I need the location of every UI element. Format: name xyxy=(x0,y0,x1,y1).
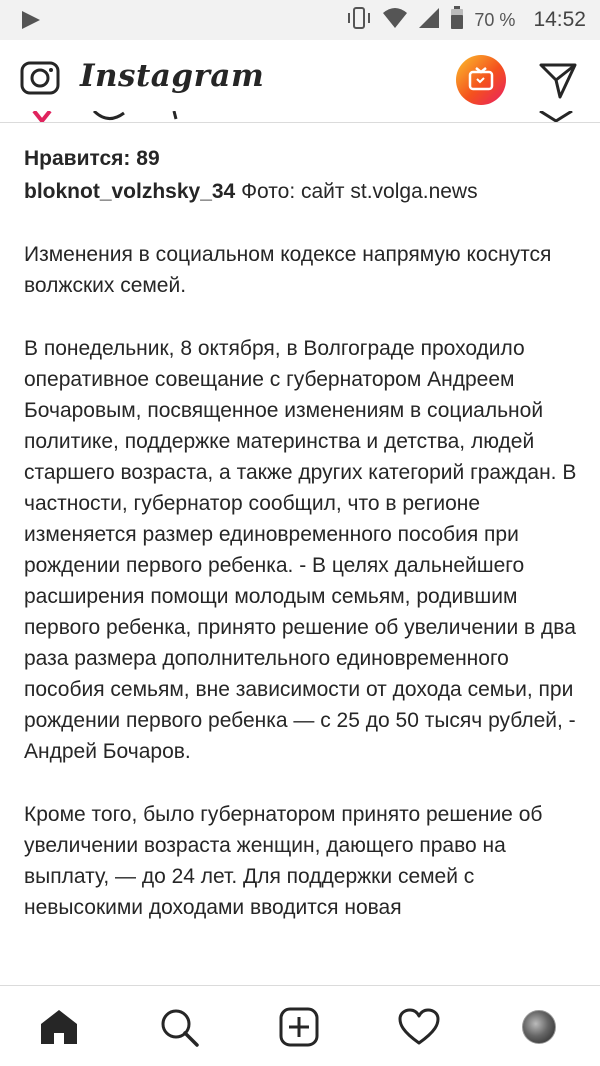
direct-message-icon[interactable] xyxy=(538,60,578,105)
caption-paragraph: Кроме того, было губернатором принято решение об увеличении возраста женщин, дающего право на выплату, — до 24 лет. Для поддержки семей с невысокими доходами вводится новая xyxy=(24,803,543,919)
vibrate-icon xyxy=(346,7,372,34)
search-icon[interactable] xyxy=(158,1006,200,1048)
clock: 14:52 xyxy=(533,8,586,31)
battery-icon xyxy=(450,6,464,35)
home-icon[interactable] xyxy=(38,1006,80,1048)
status-icons xyxy=(346,0,586,40)
post-caption xyxy=(24,177,580,207)
bottom-navigation xyxy=(0,985,600,1066)
caption-username[interactable]: bloknot_volzhsky_34 xyxy=(24,180,236,203)
avatar xyxy=(522,1010,556,1044)
caption-text: Фото: сайт st.volga.news xyxy=(241,180,478,203)
caption-paragraph: В понедельник, 8 октября, в Волгограде проходило оперативное совещание с губернатором Андреем Бочаровым, посвященное изменениям в социальной политике, поддержке материнства и детства, людей старшего возраста, а также других категорий граждан. В частности, губернатор сообщил, что в регионе изменяется размер единовременного пособия при рождении первого ребенка. - В целях дальнейшего расширения помощи молодым семьям, родившим первого ребенка, принято решение об увеличении в два раза размера дополнительного единовременного пособия семьям, вне зависимости от дохода семьи, при рождении первого ребенка — с 25 до 50 тысяч рублей, - Андрей Бочаров. xyxy=(24,337,577,763)
add-post-icon[interactable] xyxy=(278,1006,320,1048)
heart-icon[interactable] xyxy=(398,1006,440,1048)
status-bar xyxy=(0,0,600,40)
caption-paragraph: Изменения в социальном кодексе напрямую коснутся волжских семей. xyxy=(24,243,552,297)
igtv-icon[interactable] xyxy=(456,55,506,110)
wifi-icon xyxy=(382,7,408,34)
profile-avatar[interactable] xyxy=(518,1006,560,1048)
camera-icon[interactable] xyxy=(20,59,60,100)
likes-count[interactable]: Нравится: 89 xyxy=(24,147,160,170)
signal-icon xyxy=(418,7,440,34)
post-actions-partial xyxy=(0,110,600,122)
battery-percent: 70 % xyxy=(474,9,516,30)
post-content xyxy=(24,144,580,923)
play-icon xyxy=(22,11,42,34)
app-logo: Instagram xyxy=(80,58,265,94)
